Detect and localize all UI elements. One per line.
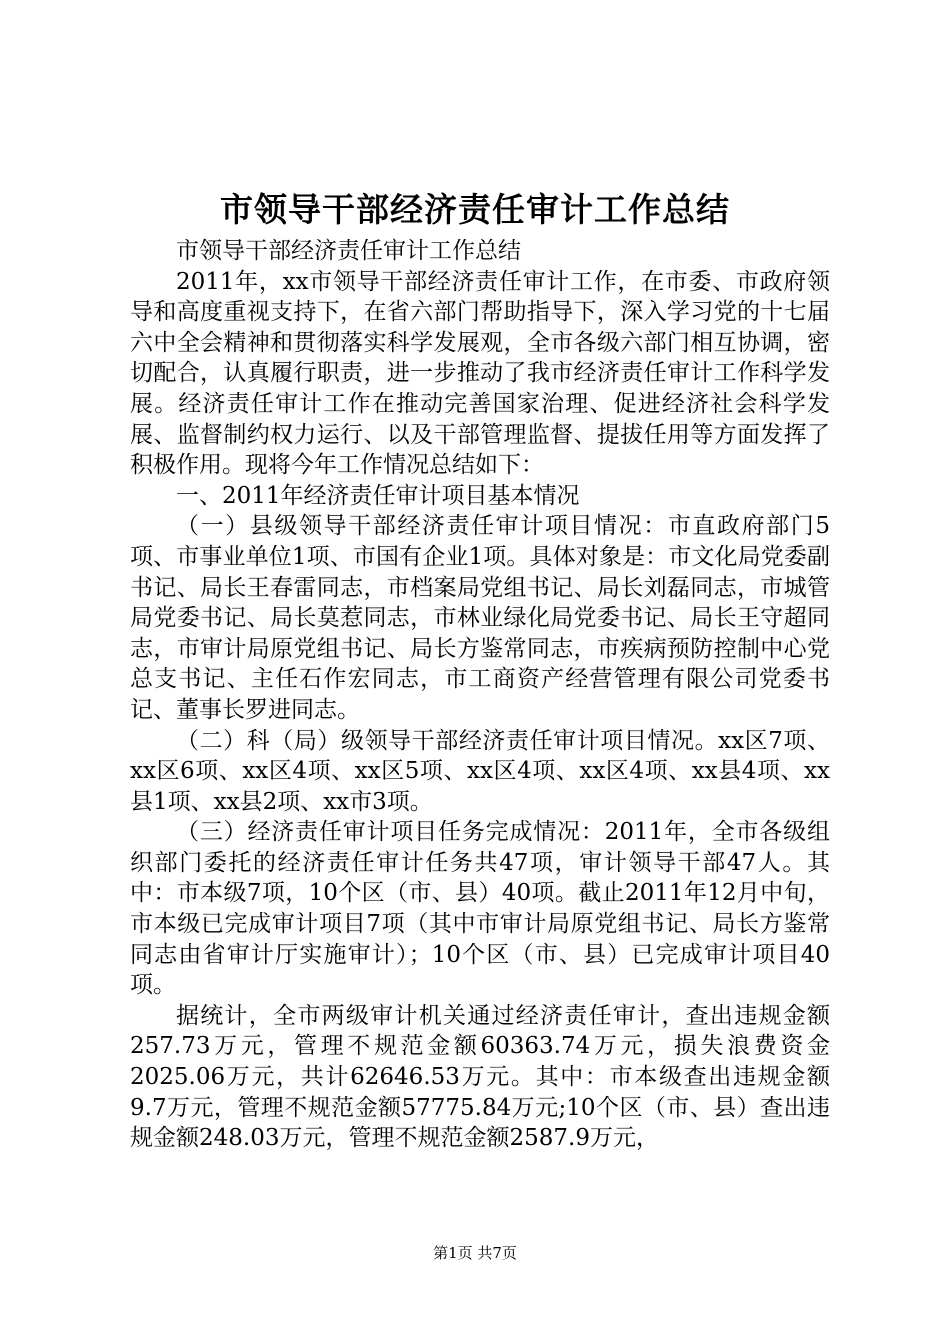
section-heading-1: 一、2011年经济责任审计项目基本情况 xyxy=(176,482,580,509)
document-body xyxy=(130,236,830,1154)
paragraph-task-completion: （三）经济责任审计项目任务完成情况：2011年，全市各级组织部门委托的经济责任审计任务共47项，审计领导干部47人。其中：市本级7项，10个区（市、县）40项。截止2011年12月中旬，市本级已完成审计项目7项（其中市审计局原党组书记、局长方鉴常同志由省审计厅实施审计）；10个区（市、县）已完成审计项目40项。 xyxy=(130,819,830,999)
document-subtitle: 市领导干部经济责任审计工作总结 xyxy=(176,238,521,264)
paragraph-intro: 2011年，xx市领导干部经济责任审计工作，在市委、市政府领导和高度重视支持下，在省六部门帮助指导下，深入学习党的十七届六中全会精神和贯彻落实科学发展观，全市各级六部门相互协调，密切配合，认真履行职责，进一步推动了我市经济责任审计工作科学发展。经济责任审计工作在推动完善国家治理、促进经济社会科学发展、监督制约权力运行、以及干部管理监督、提拔任用等方面发挥了积极作用。现将今年工作情况总结如下： xyxy=(130,268,830,479)
document-title: 市领导干部经济责任审计工作总结 xyxy=(220,190,730,229)
page-number-footer: 第1页 共7页 xyxy=(433,1244,517,1262)
paragraph-county-level: （一）县级领导干部经济责任审计项目情况：市直政府部门5项、市事业单位1项、市国有企业1项。具体对象是：市文化局党委副书记、局长王春雷同志，市档案局党组书记、局长刘磊同志，市城管局党委书记、局长莫惹同志，市林业绿化局党委书记、局长王守超同志，市审计局原党组书记、局长方鉴常同志，市疾病预防控制中心党总支书记、主任石作宏同志，市工商资产经营管理有限公司党委书记、董事长罗进同志。 xyxy=(130,513,830,723)
paragraph-statistics: 据统计，全市两级审计机关通过经济责任审计，查出违规金额257.73万元，管理不规范金额60363.74万元，损失浪费资金2025.06万元，共计62646.53万元。其中：市本级查出违规金额9.7万元，管理不规范金额57775.84万元;10个区（市、县）查出违规金额248.03万元，管理不规范金额2587.9万元， xyxy=(130,1002,830,1152)
paragraph-section-level: （二）科（局）级领导干部经济责任审计项目情况。xx区7项、xx区6项、xx区4项、xx区5项、xx区4项、xx区4项、xx县4项、xx县1项、xx县2项、xx市3项。 xyxy=(130,727,830,815)
